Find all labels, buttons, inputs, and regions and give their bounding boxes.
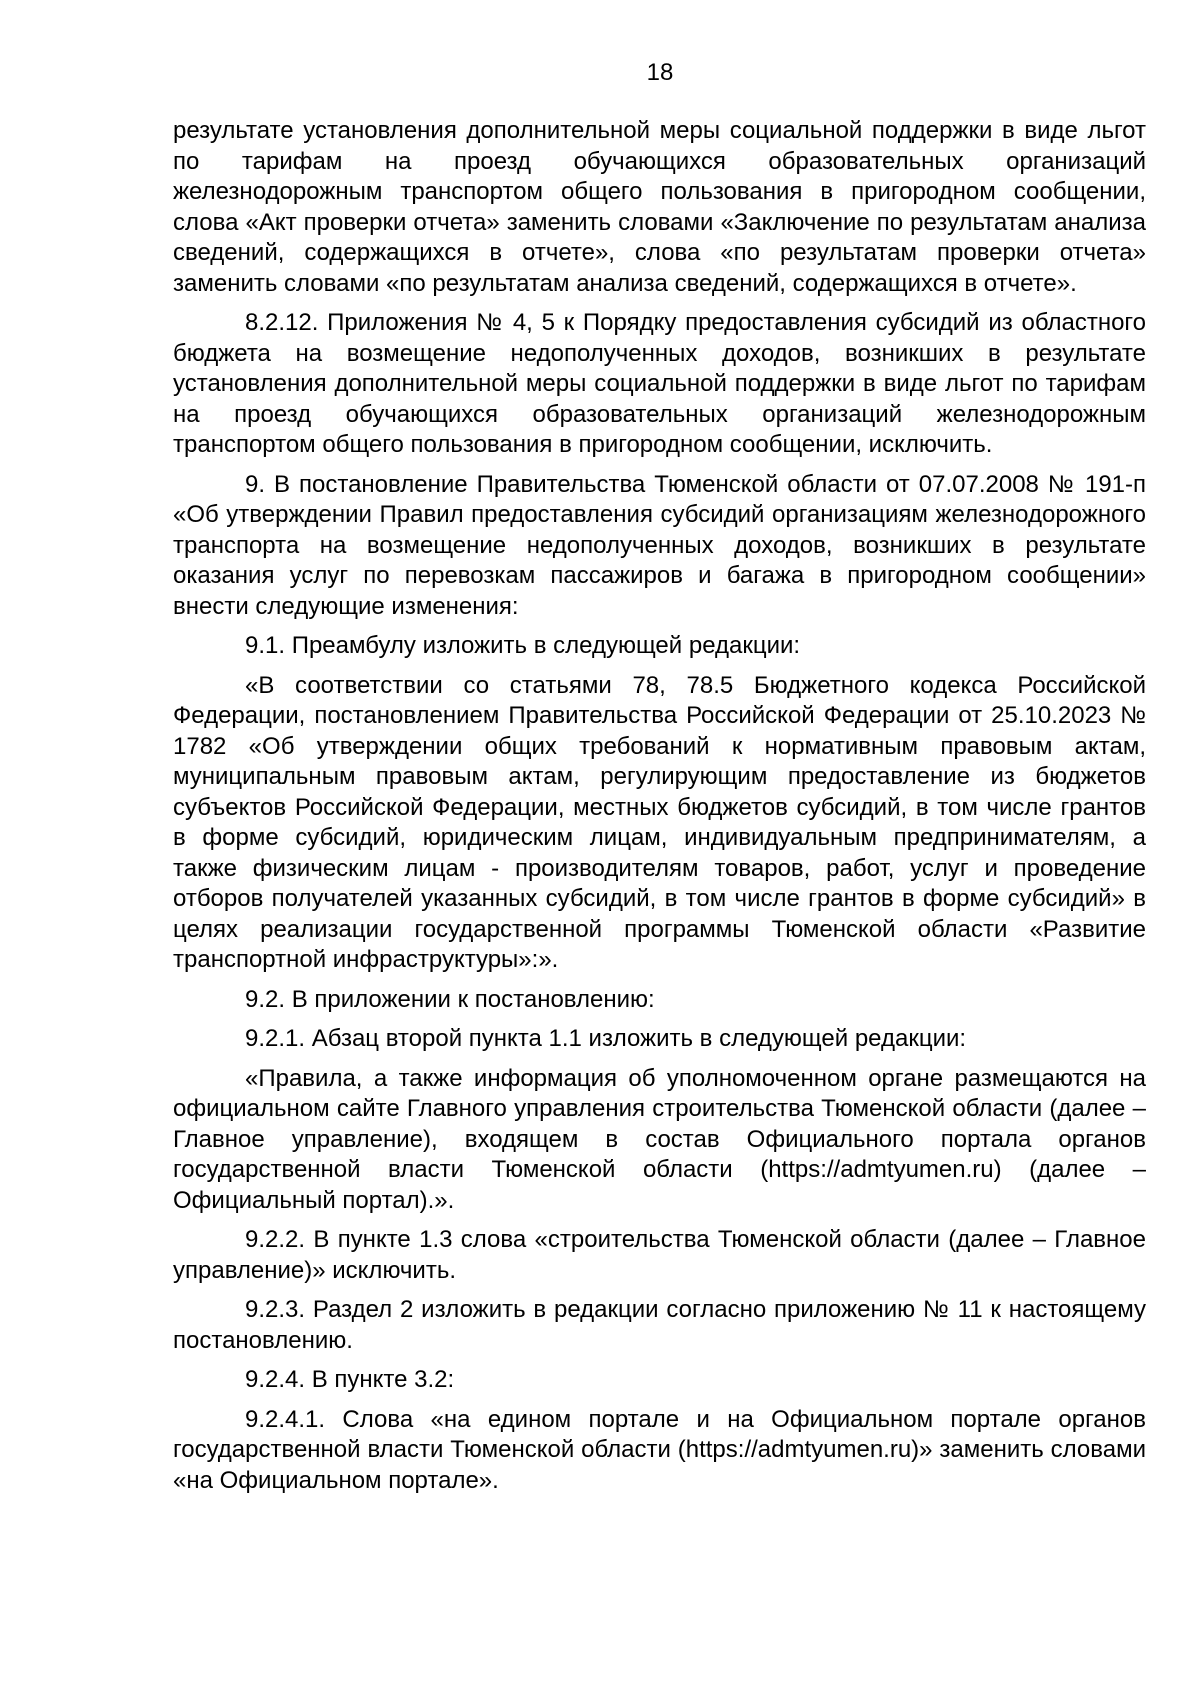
document-body <box>173 116 1146 1505</box>
paragraph-item-9-2: 9.2. В приложении к постановлению: <box>245 985 655 1013</box>
paragraph-item-9: 9. В постановление Правительства Тюменской области от 07.07.2008 № 191-п «Об утверждении Правил предоставления субсидий организациям железнодорожного транспорта на возмещение недополученных доходов, возникших в результате оказания услуг по перевозкам пассажиров и багажа в пригородном сообщении» внести следующие изменения: <box>173 470 1146 620</box>
paragraph-item-9-2-1-quote: «Правила, а также информация об уполномоченном органе размещаются на официальном сайте Главного управления строительства Тюменской области (далее – Главное управление), входящем в состав Официального портала органов государственной власти Тюменской области (https://admtyumen.ru) (далее – Официальный портал).». <box>173 1064 1146 1214</box>
page-number: 18 <box>646 59 674 86</box>
paragraph-item-9-1-quote: «В соответствии со статьями 78, 78.5 Бюджетного кодекса Российской Федерации, постановлением Правительства Российской Федерации от 25.10.2023 № 1782 «Об утверждении общих требований к нормативным правовым актам, муниципальным правовым актам, регулирующим предоставление из бюджетов субъектов Российской Федерации, местных бюджетов субсидий, в том числе грантов в форме субсидий, юридическим лицам, индивидуальным предпринимателям, а также физическим лицам - производителям товаров, работ, услуг и проведение отборов получателей указанных субсидий, в том числе грантов в форме субсидий» в целях реализации государственной программы Тюменской области «Развитие транспортной инфраструктуры»:». <box>173 671 1146 973</box>
paragraph-item-8-2-12: 8.2.12. Приложения № 4, 5 к Порядку предоставления субсидий из областного бюджета на возмещение недополученных доходов, возникших в результате установления дополнительной меры социальной поддержки в виде льгот по тарифам на проезд обучающихся образовательных организаций железнодорожным транспортом общего пользования в пригородном сообщении, исключить. <box>173 309 1146 458</box>
paragraph-continuation-8-2-11: результате установления дополнительной меры социальной поддержки в виде льгот по тарифам на проезд обучающихся образовательных организаций железнодорожным транспортом общего пользования в пригородном сообщении, слова «Акт проверки отчета» заменить словами «Заключение по результатам анализа сведений, содержащихся в отчете», слова «по результатам проверки отчета» заменить словами «по результатам анализа сведений, содержащихся в отчете». <box>173 117 1146 297</box>
paragraph-item-9-2-3: 9.2.3. Раздел 2 изложить в редакции согласно приложению № 11 к настоящему постановлению. <box>173 1296 1146 1354</box>
paragraph-item-9-2-4: 9.2.4. В пункте 3.2: <box>245 1366 455 1393</box>
paragraph-item-9-2-4-1: 9.2.4.1. Слова «на едином портале и на Официальном портале органов государственной власти Тюменской области (https://admtyumen.ru)» заменить словами «на Официальном портале». <box>173 1405 1146 1494</box>
paragraph-item-9-2-1: 9.2.1. Абзац второй пункта 1.1 изложить в следующей редакции: <box>245 1025 967 1052</box>
paragraph-item-9-2-2: 9.2.2. В пункте 1.3 слова «строительства Тюменской области (далее – Главное управление)» исключить. <box>173 1226 1146 1284</box>
paragraph-item-9-1: 9.1. Преамбулу изложить в следующей редакции: <box>245 632 801 659</box>
